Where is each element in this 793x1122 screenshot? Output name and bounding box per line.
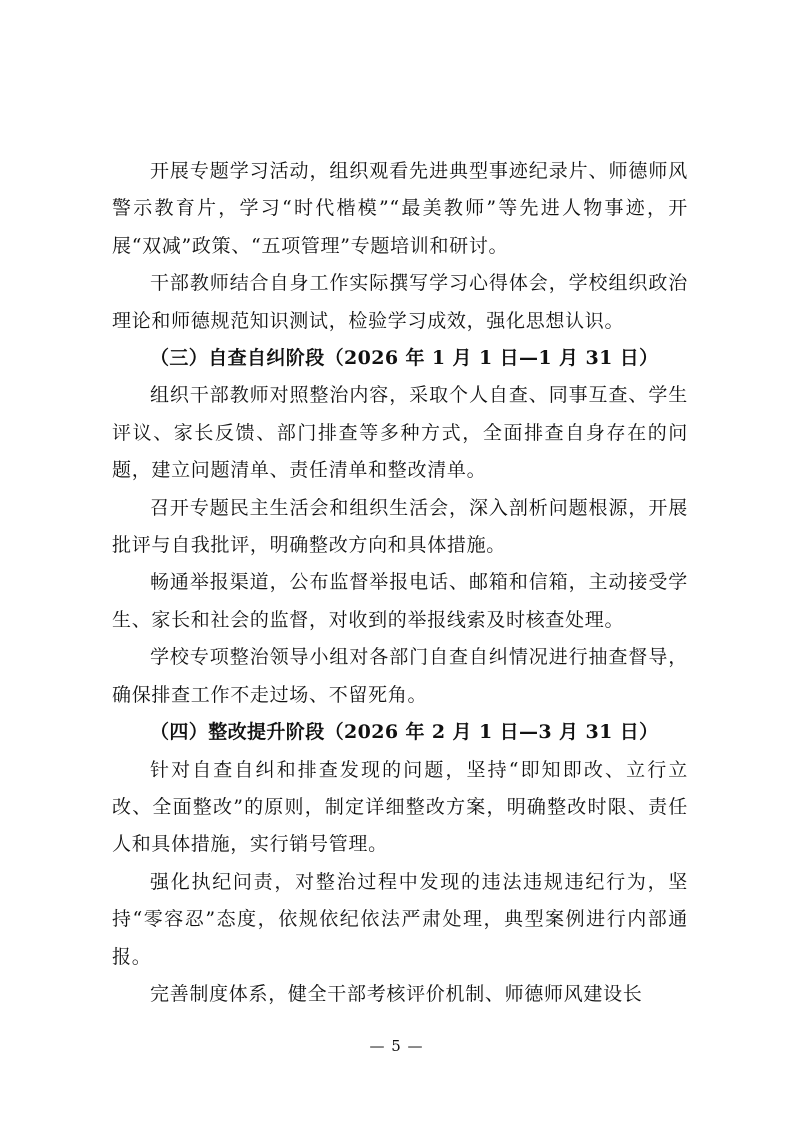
paragraph-study-activities: 开展专题学习活动，组织观看先进典型事迹纪录片、师德师风警示教育片，学习“时代楷模”“最美教师”等先进人物事迹，开展“双减”政策、“五项管理”专题培训和研讨。 <box>112 160 688 257</box>
paragraph-accountability: 强化执纪问责，对整治过程中发现的违法违规违纪行为，坚持“零容忍”态度，依规依纪依法严肃处理，典型案例进行内部通报。 <box>112 870 688 968</box>
paragraph-study-reflection: 干部教师结合自身工作实际撰写学习心得体会，学校组织政治理论和师德规范知识测试，检验学习成效，强化思想认识。 <box>112 272 688 332</box>
paragraph-institutional-system: 完善制度体系，健全干部考核评价机制、师德师风建设长 <box>150 982 643 1005</box>
document-body <box>112 153 688 1013</box>
paragraph-rectification-plan: 针对自查自纠和排查发现的问题，坚持“即知即改、立行立改、全面整改”的原则，制定详细整改方案，明确整改时限、责任人和具体措施，实行销号管理。 <box>112 758 688 856</box>
paragraph-self-inspection-methods: 组织干部教师对照整治内容，采取个人自查、同事互查、学生评议、家长反馈、部门排查等多种方式，全面排查自身存在的问题，建立问题清单、责任清单和整改清单。 <box>112 384 688 482</box>
paragraph-reporting-channels: 畅通举报渠道，公布监督举报电话、邮箱和信箱，主动接受学生、家长和社会的监督，对收到的举报线索及时核查处理。 <box>112 571 688 631</box>
section-heading-rectification: （四）整改提升阶段（2026 年 2 月 1 日—3 月 31 日） <box>150 721 659 744</box>
section-heading-self-inspection: （三）自查自纠阶段（2026 年 1 月 1 日—1 月 31 日） <box>150 347 659 370</box>
page-number: — 5 — <box>369 1037 424 1055</box>
paragraph-spot-check: 学校专项整治领导小组对各部门自查自纠情况进行抽查督导，确保排查工作不走过场、不留死角。 <box>112 646 688 706</box>
paragraph-democratic-meeting: 召开专题民主生活会和组织生活会，深入剖析问题根源，开展批评与自我批评，明确整改方向和具体措施。 <box>112 496 688 557</box>
